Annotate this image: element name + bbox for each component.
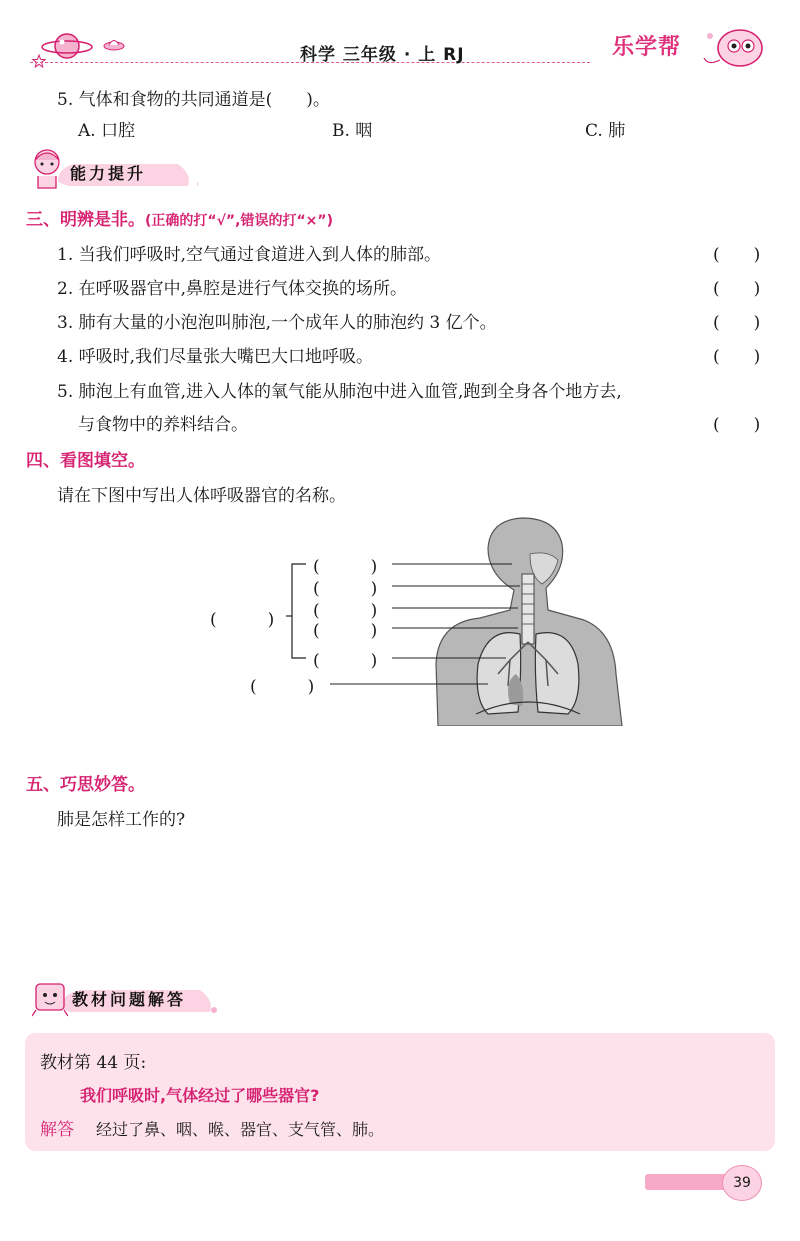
section-3-heading xyxy=(26,205,333,230)
diagram-blank-3[interactable]: ( ) xyxy=(313,601,378,621)
option-c: C. 肺 xyxy=(585,121,626,141)
page-header-title: 科学 三年级 · 上 RJ xyxy=(300,45,465,65)
section-4-title: 四、看图填空。 xyxy=(26,451,145,471)
section-5-title: 五、巧思妙答。 xyxy=(26,775,145,795)
spaceship-icon xyxy=(102,36,126,52)
answer-blank-1[interactable]: ( ) xyxy=(713,245,761,265)
tf-item-2: 2. 在呼吸器官中,鼻腔是进行气体交换的场所。 xyxy=(57,279,408,299)
mascot-icon xyxy=(700,22,770,72)
textbook-question: 我们呼吸时,气体经过了哪些器官? xyxy=(80,1086,320,1105)
book-mascot-icon xyxy=(32,978,68,1018)
page-number-bar xyxy=(645,1174,730,1190)
answer-blank-3[interactable]: ( ) xyxy=(713,313,761,333)
section-3-note: (正确的打“√”,错误的打“×”) xyxy=(145,213,333,229)
answer-blank-5[interactable]: ( ) xyxy=(713,415,761,435)
tf-item-5: 5. 肺泡上有血管,进入人体的氧气能从肺泡中进入血管,跑到全身各个地方去, xyxy=(57,382,622,402)
textbook-answer-line xyxy=(40,1115,384,1140)
textbook-page-ref: 教材第 44 页: xyxy=(40,1053,147,1073)
option-a: A. 口腔 xyxy=(78,121,136,141)
tf-item-4: 4. 呼吸时,我们尽量张大嘴巴大口地呼吸。 xyxy=(57,347,374,367)
option-b: B. 咽 xyxy=(332,121,373,141)
diagram-blank-5[interactable]: ( ) xyxy=(313,651,378,671)
question-5-stem: 5. 气体和食物的共同通道是( )。 xyxy=(57,90,330,110)
answer-blank-4[interactable]: ( ) xyxy=(713,347,761,367)
diagram-blank-2[interactable]: ( ) xyxy=(313,579,378,599)
banner-textbook-title: 教材问题解答 xyxy=(72,990,187,1009)
tf-item-3: 3. 肺有大量的小泡泡叫肺泡,一个成年人的肺泡约 3 亿个。 xyxy=(57,313,497,333)
banner-ability-title: 能力提升 xyxy=(70,164,147,183)
answer-label: 解答 xyxy=(40,1120,74,1140)
answer-blank-2[interactable]: ( ) xyxy=(713,279,761,299)
diagram-blank-4[interactable]: ( ) xyxy=(313,621,378,641)
diagram-blank-group[interactable]: ( ) xyxy=(210,610,275,630)
diagram-blank-6[interactable]: ( ) xyxy=(250,677,315,697)
planet-icon xyxy=(40,28,95,64)
tf-item-5-cont: 与食物中的养料结合。 xyxy=(78,415,248,435)
tf-item-1: 1. 当我们呼吸时,空气通过食道进入到人体的肺部。 xyxy=(57,245,442,265)
section-5-question: 肺是怎样工作的? xyxy=(57,810,186,830)
section-3-title: 三、明辨是非。 xyxy=(26,210,145,230)
section-4-instruction: 请在下图中写出人体呼吸器官的名称。 xyxy=(57,486,346,506)
page-number: 39 xyxy=(722,1165,762,1201)
answer-text: 经过了鼻、咽、喉、器官、支气管、肺。 xyxy=(96,1120,385,1139)
star-icon xyxy=(32,54,46,68)
brand-logo-text: 乐学帮 xyxy=(612,35,682,60)
girl-avatar-icon xyxy=(30,146,64,190)
diagram-blank-1[interactable]: ( ) xyxy=(313,557,378,577)
